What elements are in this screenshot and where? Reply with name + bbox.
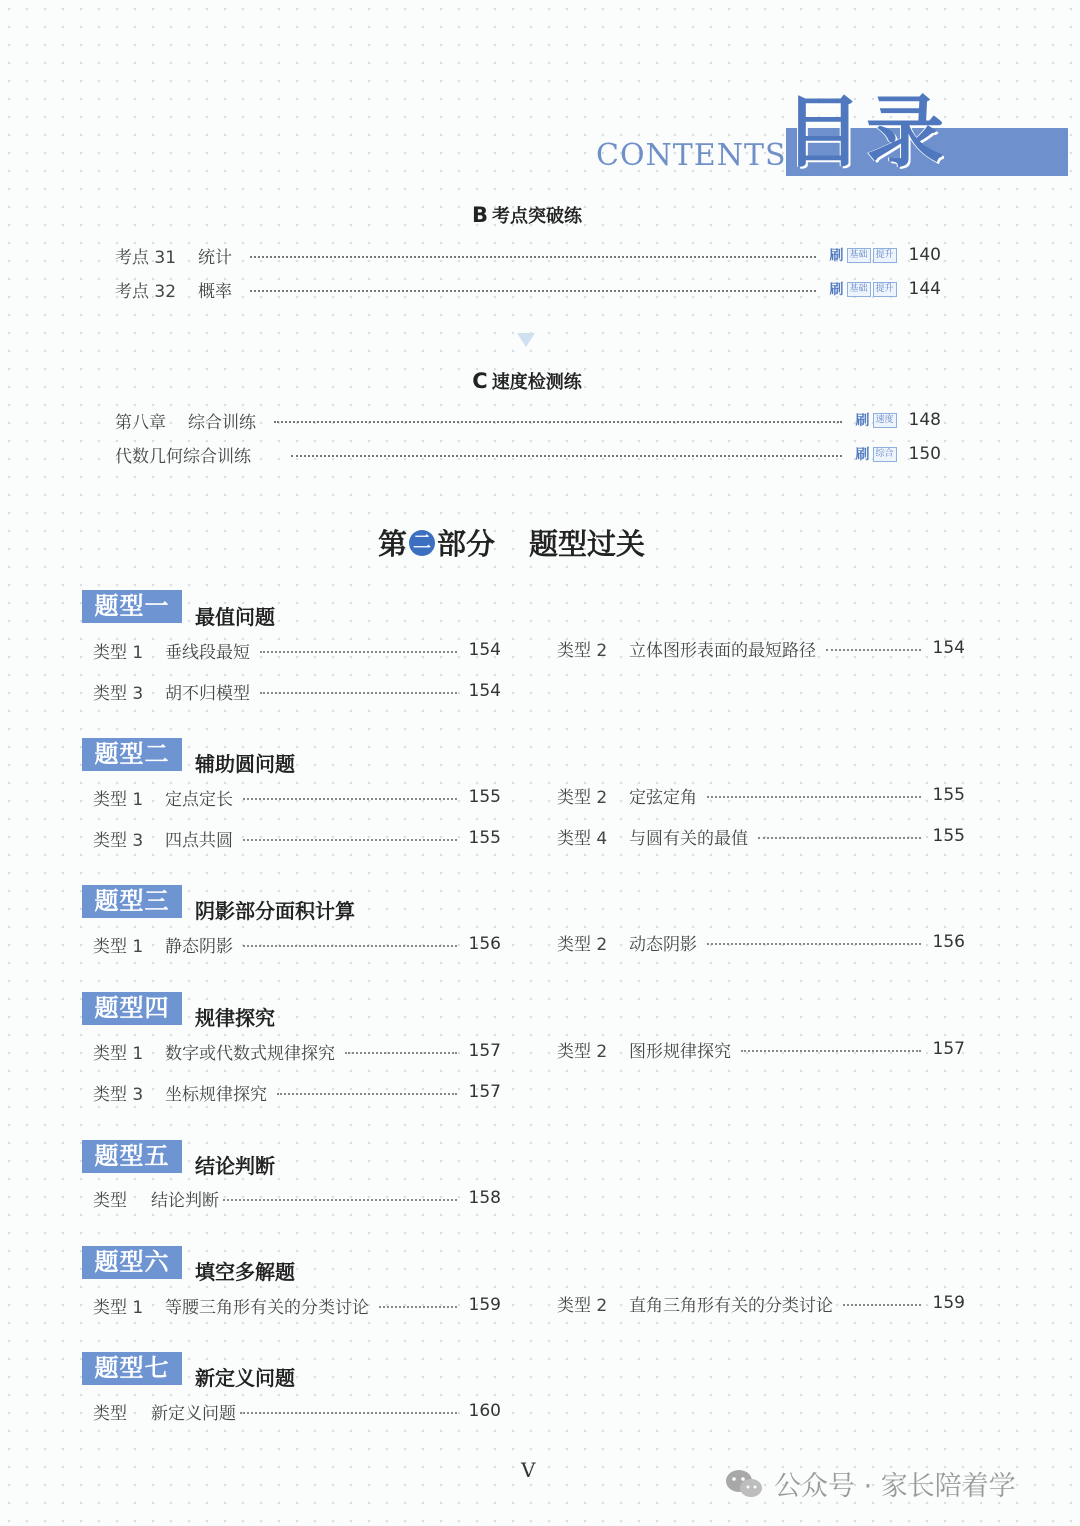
watermark <box>724 1464 1016 1503</box>
tag-comprehensive: 综合 <box>873 447 897 462</box>
item-title: 静态阴影 <box>165 936 233 957</box>
topic-title: 结论判断 <box>195 1154 275 1178</box>
page-number: 154 <box>468 640 501 660</box>
entry-label: 第八章 <box>115 412 166 433</box>
tag-basic: 基础 <box>847 282 871 297</box>
item-title: 胡不归模型 <box>165 683 250 704</box>
toc-item[interactable] <box>557 1290 965 1316</box>
brush-mark: 刷 <box>855 447 870 463</box>
item-label: 类型 3 <box>93 683 144 704</box>
page-number: 155 <box>468 787 501 807</box>
brush-mark: 刷 <box>829 248 844 264</box>
contents-word: CONTENTS <box>596 138 787 173</box>
dot-leader <box>707 796 921 798</box>
item-label: 类型 1 <box>93 1043 144 1064</box>
item-label: 类型 3 <box>93 1084 144 1105</box>
entry-title: 统计 <box>198 247 233 268</box>
page-number: 155 <box>932 785 965 805</box>
dot-leader <box>291 455 842 457</box>
part-name: 题型过关 <box>529 527 646 561</box>
page-number: 157 <box>932 1039 965 1059</box>
page-number: 144 <box>908 279 941 299</box>
dot-leader <box>260 651 457 653</box>
wechat-icon <box>724 1468 764 1500</box>
item-title: 动态阴影 <box>629 934 697 955</box>
page-number: 157 <box>468 1041 501 1061</box>
toc-item[interactable] <box>93 784 501 810</box>
item-label: 类型 1 <box>93 1297 144 1318</box>
part-number-badge: 二 <box>409 530 435 556</box>
tag-advance: 提升 <box>873 248 897 263</box>
part-title <box>378 522 645 563</box>
page-number: 148 <box>908 410 941 430</box>
item-label: 类型 1 <box>93 642 144 663</box>
topic-badge: 题型四 <box>82 992 182 1025</box>
dot-leader <box>826 649 921 651</box>
dot-leader <box>758 837 921 839</box>
topic-badge: 题型二 <box>82 738 182 771</box>
item-title: 直角三角形有关的分类讨论 <box>629 1295 833 1316</box>
part-prefix: 第 <box>378 527 408 561</box>
topic-badge: 题型七 <box>82 1352 182 1385</box>
page-number: 158 <box>468 1188 501 1208</box>
item-label: 类型 2 <box>557 787 608 808</box>
dot-leader <box>707 943 921 945</box>
toc-item[interactable] <box>557 929 965 955</box>
item-title: 垂线段最短 <box>165 642 250 663</box>
item-title: 结论判断 <box>151 1190 219 1211</box>
brush-mark: 刷 <box>855 413 870 429</box>
section-c-heading <box>0 368 1054 394</box>
page-number: 155 <box>932 826 965 846</box>
entry-label: 考点 31 <box>115 247 177 268</box>
dot-leader <box>243 798 457 800</box>
item-label: 类型 <box>93 1190 127 1211</box>
item-label: 类型 3 <box>93 830 144 851</box>
section-b-title: 考点突破练 <box>492 206 582 227</box>
toc-item[interactable] <box>93 1038 501 1064</box>
topic-badge: 题型六 <box>82 1246 182 1279</box>
watermark-text: 公众号 · 家长陪着学 <box>774 1471 1016 1502</box>
item-title: 四点共圆 <box>165 830 233 851</box>
topic-title: 阴影部分面积计算 <box>195 899 355 923</box>
toc-item[interactable] <box>557 823 965 849</box>
item-title: 数字或代数式规律探究 <box>165 1043 335 1064</box>
item-label: 类型 <box>93 1403 127 1424</box>
page-title: 目录 <box>784 88 949 178</box>
toc-entry-c1[interactable] <box>115 407 941 433</box>
toc-item[interactable] <box>93 678 501 704</box>
page-number: 156 <box>468 934 501 954</box>
tag-speed: 速度 <box>873 413 897 428</box>
toc-entry-b1[interactable] <box>115 242 941 268</box>
tag-advance: 提升 <box>873 282 897 297</box>
item-label: 类型 2 <box>557 1295 608 1316</box>
dot-leader <box>250 290 815 292</box>
item-label: 类型 2 <box>557 934 608 955</box>
item-title: 新定义问题 <box>151 1403 236 1424</box>
item-title: 定弦定角 <box>629 787 697 808</box>
toc-item[interactable] <box>93 1398 501 1424</box>
toc-item[interactable] <box>93 1079 501 1105</box>
item-title: 与圆有关的最值 <box>629 828 748 849</box>
item-title: 等腰三角形有关的分类讨论 <box>165 1297 369 1318</box>
topic-title: 规律探究 <box>195 1006 275 1030</box>
practice-marks <box>856 410 899 430</box>
toc-item[interactable] <box>93 825 501 851</box>
section-b-heading <box>0 202 1054 228</box>
topic-badge: 题型五 <box>82 1140 182 1173</box>
section-c-title: 速度检测练 <box>491 372 582 393</box>
toc-entry-c2[interactable] <box>115 441 941 467</box>
dot-leader <box>250 256 815 258</box>
toc-item[interactable] <box>557 782 965 808</box>
toc-item[interactable] <box>557 635 965 661</box>
dot-leader <box>379 1306 457 1308</box>
topic-badge: 题型三 <box>82 885 182 918</box>
page-number: 159 <box>468 1295 501 1315</box>
toc-item[interactable] <box>93 931 501 957</box>
toc-item[interactable] <box>93 1185 501 1211</box>
page-number: 157 <box>468 1082 501 1102</box>
section-c-letter: C <box>472 369 488 393</box>
item-title: 立体图形表面的最短路径 <box>629 640 816 661</box>
dot-leader <box>260 692 457 694</box>
dot-leader <box>243 945 457 947</box>
dot-leader <box>240 1412 457 1414</box>
section-b-letter: B <box>471 203 488 227</box>
item-label: 类型 2 <box>557 1041 608 1062</box>
page-footer-number: V <box>521 1458 536 1482</box>
dot-leader <box>277 1093 457 1095</box>
dot-leader <box>223 1199 457 1201</box>
item-label: 类型 1 <box>93 936 144 957</box>
toc-item[interactable] <box>557 1036 965 1062</box>
dot-leader <box>243 839 457 841</box>
toc-item[interactable] <box>93 637 501 663</box>
topic-badge: 题型一 <box>82 590 182 623</box>
topic-title: 辅助圆问题 <box>195 752 295 776</box>
practice-marks <box>830 279 899 299</box>
page-number: 155 <box>468 828 501 848</box>
page-number: 140 <box>908 245 941 265</box>
item-title: 定点定长 <box>165 789 233 810</box>
dot-leader <box>741 1050 921 1052</box>
tag-basic: 基础 <box>847 248 871 263</box>
dot-leader <box>843 1304 921 1306</box>
item-label: 类型 1 <box>93 789 144 810</box>
page-number: 160 <box>468 1401 501 1421</box>
page-number: 150 <box>908 444 941 464</box>
practice-marks <box>830 245 899 265</box>
dot-leader <box>345 1052 457 1054</box>
toc-entry-b2[interactable] <box>115 276 941 302</box>
entry-title: 概率 <box>198 281 233 302</box>
item-title: 坐标规律探究 <box>165 1084 267 1105</box>
entry-label: 代数几何综合训练 <box>115 446 251 467</box>
item-label: 类型 2 <box>557 640 608 661</box>
page-number: 159 <box>932 1293 965 1313</box>
item-title: 图形规律探究 <box>629 1041 731 1062</box>
practice-marks <box>856 444 899 464</box>
brush-mark: 刷 <box>829 282 844 298</box>
page-number: 154 <box>468 681 501 701</box>
toc-item[interactable] <box>93 1292 501 1318</box>
page-number: 156 <box>932 932 965 952</box>
part-suffix: 部分 <box>437 527 496 561</box>
item-label: 类型 4 <box>557 828 608 849</box>
dot-leader <box>274 421 842 423</box>
topic-title: 填空多解题 <box>195 1260 295 1284</box>
page-number: 154 <box>932 638 965 658</box>
arrow-down-icon <box>517 333 535 347</box>
topic-title: 最值问题 <box>195 605 275 629</box>
entry-title: 综合训练 <box>188 412 256 433</box>
entry-label: 考点 32 <box>115 281 177 302</box>
topic-title: 新定义问题 <box>195 1366 295 1390</box>
